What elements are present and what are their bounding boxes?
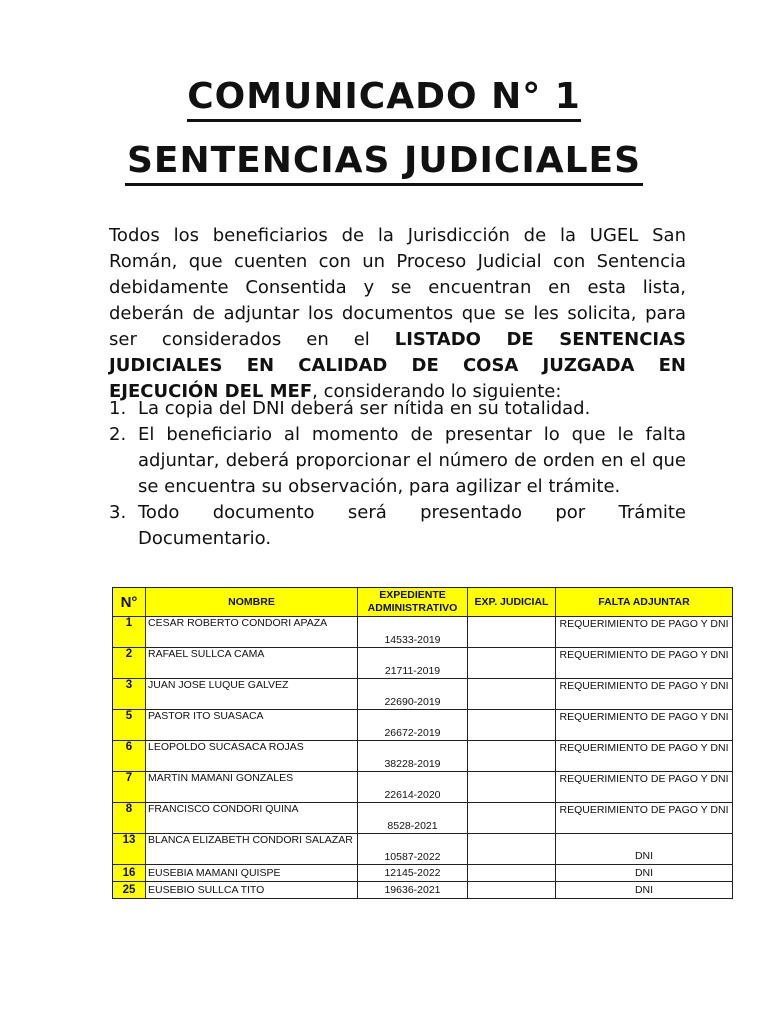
cell-expediente: 38228-2019 xyxy=(358,741,468,772)
title-text: COMUNICADO N° 1 xyxy=(187,76,581,122)
cell-number: 3 xyxy=(113,679,146,710)
cell-falta: DNI xyxy=(556,882,733,899)
list-item-number: 1. xyxy=(109,398,127,419)
cell-expediente: 8528-2021 xyxy=(358,803,468,834)
cell-expediente: 26672-2019 xyxy=(358,710,468,741)
cell-nombre: MARTIN MAMANI GONZALES xyxy=(146,772,358,803)
cell-nombre: CESAR ROBERTO CONDORI APAZA xyxy=(146,617,358,648)
cell-number: 2 xyxy=(113,648,146,679)
cell-expediente: 19636-2021 xyxy=(358,882,468,899)
cell-judicial xyxy=(468,648,556,679)
cell-number: 1 xyxy=(113,617,146,648)
cell-expediente: 22690-2019 xyxy=(358,679,468,710)
cell-falta: REQUERIMIENTO DE PAGO Y DNI xyxy=(556,710,733,741)
table-row xyxy=(113,772,733,803)
cell-expediente: 14533-2019 xyxy=(358,617,468,648)
header-number: N° xyxy=(113,588,146,617)
cell-nombre: EUSEBIO SULLCA TITO xyxy=(146,882,358,899)
cell-nombre: JUAN JOSE LUQUE GALVEZ xyxy=(146,679,358,710)
list-item-number: 2. xyxy=(109,424,127,445)
table-row xyxy=(113,617,733,648)
table-row xyxy=(113,803,733,834)
table-row xyxy=(113,834,733,865)
intro-text: Todos los beneficiarios de la Jurisdicción de la UGEL San Román, que cuenten con un Proceso Judicial con Sentencia debidamente Consentida y se encuentran en esta lista, deberán de adjuntar los documentos que se les solicita, para ser considerados en el xyxy=(109,225,686,350)
cell-falta: REQUERIMIENTO DE PAGO Y DNI xyxy=(556,617,733,648)
table-row xyxy=(113,648,733,679)
document-subtitle xyxy=(0,140,768,181)
cell-expediente: 21711-2019 xyxy=(358,648,468,679)
subtitle-text: SENTENCIAS JUDICIALES xyxy=(125,140,643,186)
cell-number: 8 xyxy=(113,803,146,834)
instructions-list xyxy=(109,396,686,552)
list-item-text: El beneficiario al momento de presentar lo que le falta adjuntar, deberá proporcionar el número de orden en el que se encuentra su observación, para agilizar el trámite. xyxy=(138,424,686,497)
cell-nombre: BLANCA ELIZABETH CONDORI SALAZAR xyxy=(146,834,358,865)
document-title xyxy=(0,76,768,117)
cell-number: 25 xyxy=(113,882,146,899)
intro-paragraph xyxy=(109,223,686,405)
cell-judicial xyxy=(468,882,556,899)
list-item-text: La copia del DNI deberá ser nítida en su totalidad. xyxy=(138,398,591,419)
cell-falta: REQUERIMIENTO DE PAGO Y DNI xyxy=(556,741,733,772)
cell-falta: REQUERIMIENTO DE PAGO Y DNI xyxy=(556,648,733,679)
header-falta-adjuntar: FALTA ADJUNTAR xyxy=(556,588,733,617)
list-item xyxy=(109,500,686,552)
list-item-text: Todo documento será presentado por Trámite Documentario. xyxy=(138,502,686,549)
list-item-number: 3. xyxy=(109,502,127,523)
table-row xyxy=(113,741,733,772)
beneficiaries-table xyxy=(112,587,733,899)
cell-falta: DNI xyxy=(556,834,733,865)
table-row xyxy=(113,865,733,882)
cell-judicial xyxy=(468,710,556,741)
cell-judicial xyxy=(468,617,556,648)
cell-expediente: 22614-2020 xyxy=(358,772,468,803)
cell-expediente: 10587-2022 xyxy=(358,834,468,865)
cell-judicial xyxy=(468,865,556,882)
table-row xyxy=(113,882,733,899)
cell-falta: DNI xyxy=(556,865,733,882)
cell-nombre: LEOPOLDO SUCASACA ROJAS xyxy=(146,741,358,772)
table-row xyxy=(113,710,733,741)
cell-falta: REQUERIMIENTO DE PAGO Y DNI xyxy=(556,772,733,803)
header-expediente-judicial: EXP. JUDICIAL xyxy=(468,588,556,617)
cell-judicial xyxy=(468,772,556,803)
cell-judicial xyxy=(468,679,556,710)
cell-number: 6 xyxy=(113,741,146,772)
cell-falta: REQUERIMIENTO DE PAGO Y DNI xyxy=(556,679,733,710)
intro-bold-text: LISTADO DE SENTENCIAS JUDICIALES EN CALIDAD DE COSA JUZGADA EN EJECUCIÓN DEL MEF xyxy=(109,329,686,402)
cell-number: 13 xyxy=(113,834,146,865)
cell-number: 7 xyxy=(113,772,146,803)
header-expediente-administrativo: EXPEDIENTE ADMINISTRATIVO xyxy=(358,588,468,617)
cell-nombre: EUSEBIA MAMANI QUISPE xyxy=(146,865,358,882)
cell-judicial xyxy=(468,803,556,834)
list-item xyxy=(109,396,686,422)
cell-expediente: 12145-2022 xyxy=(358,865,468,882)
cell-nombre: FRANCISCO CONDORI QUINA xyxy=(146,803,358,834)
table-header-row xyxy=(113,588,733,617)
cell-number: 5 xyxy=(113,710,146,741)
cell-judicial xyxy=(468,741,556,772)
cell-falta: REQUERIMIENTO DE PAGO Y DNI xyxy=(556,803,733,834)
intro-text-end: , considerando lo siguiente: xyxy=(312,381,562,402)
cell-number: 16 xyxy=(113,865,146,882)
cell-judicial xyxy=(468,834,556,865)
table-row xyxy=(113,679,733,710)
header-nombre: NOMBRE xyxy=(146,588,358,617)
cell-nombre: RAFAEL SULLCA CAMA xyxy=(146,648,358,679)
cell-nombre: PASTOR ITO SUASACA xyxy=(146,710,358,741)
list-item xyxy=(109,422,686,500)
